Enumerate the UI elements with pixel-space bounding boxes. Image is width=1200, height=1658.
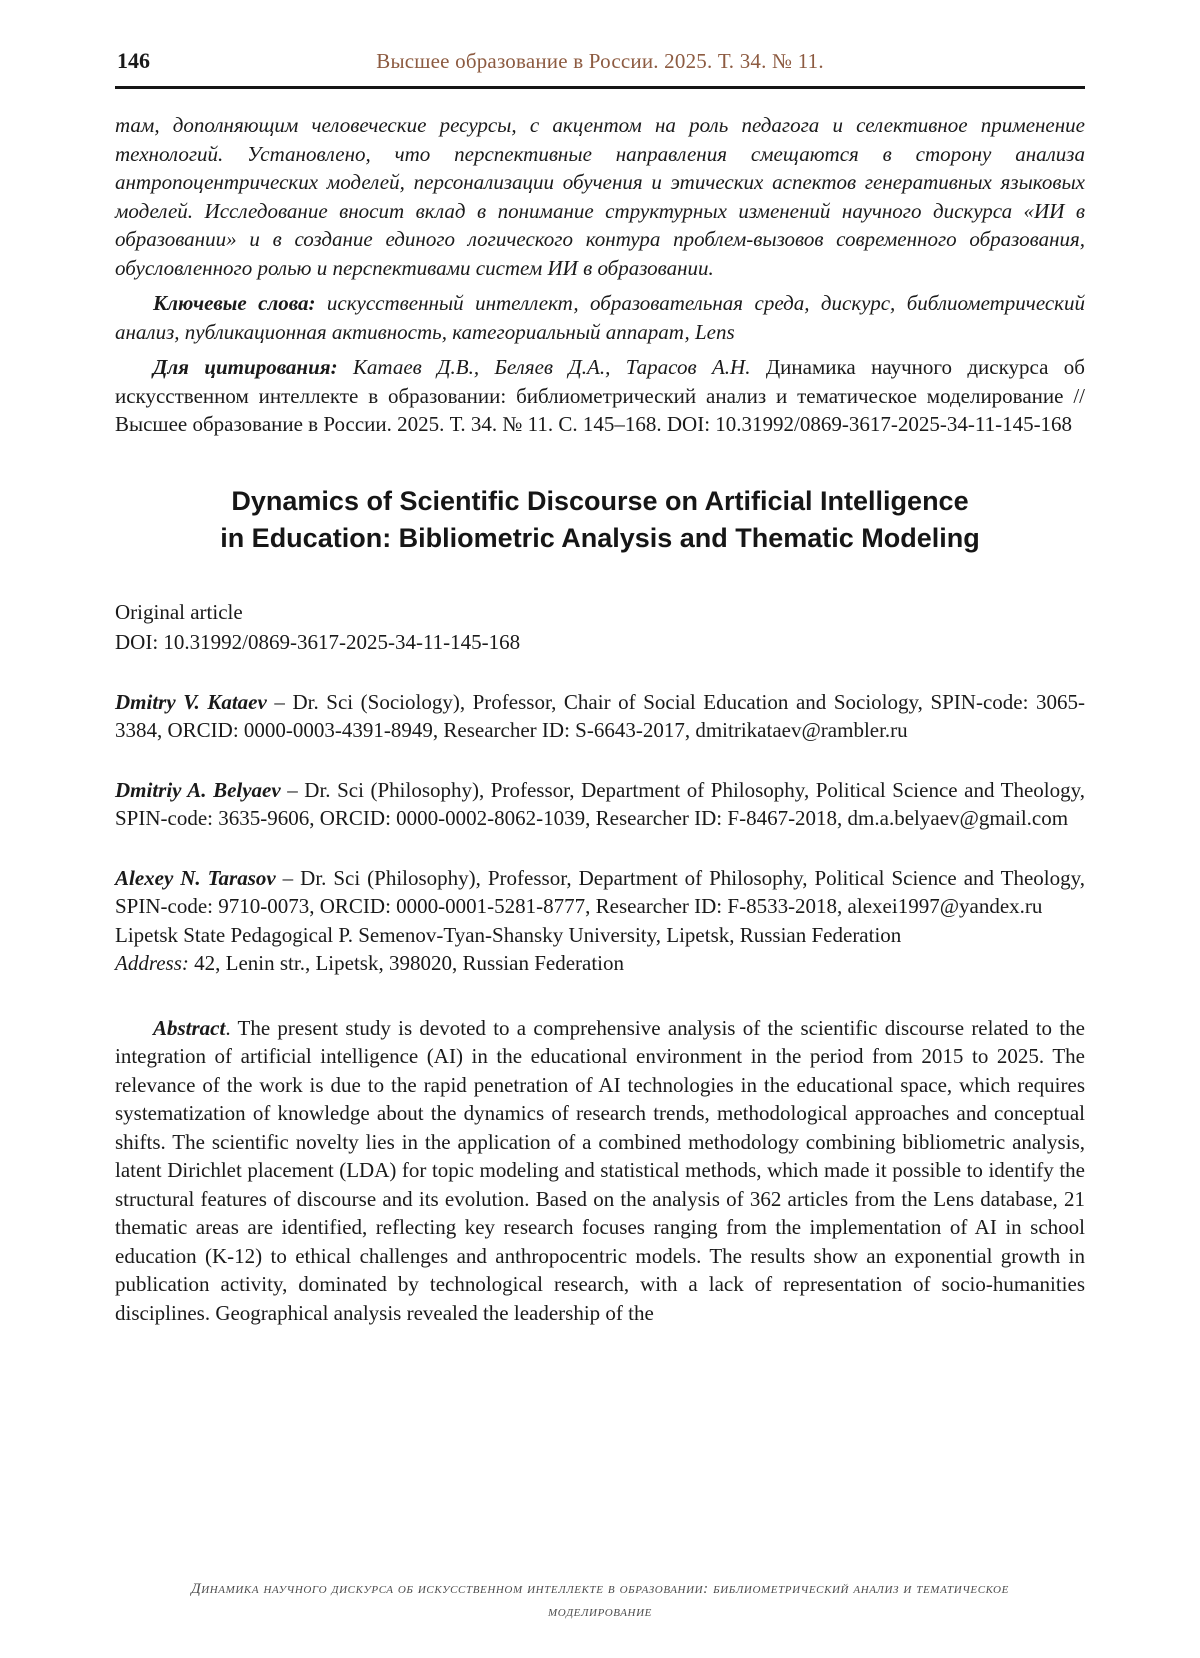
russian-abstract-continuation: там, дополняющим человеческие ресурсы, с акцентом на роль педагога и селективное применение технологий. Установлено, что перспективные направления смещаются в сторону анализа антропоцентрических моделей, персонализации обучения и этических аспектов генеративных языковых моделей. Исследование вносит вклад в понимание структурных изменений научного дискурса «ИИ в образовании» и в создание единого логического контура проблем-вызовов современного образования, обусловленного ролью и перспективами систем ИИ в образовании.	[115, 113, 1085, 280]
author-block-kataev	[115, 688, 1085, 745]
author-name: Dmitriy A. Belyaev	[115, 777, 281, 802]
address-line	[115, 949, 1085, 978]
author-paragraph	[115, 776, 1085, 833]
citation-text: Динамика научного дискурса об искусственном интеллекте в образовании: библиометрический анализ и тематическое моделирование // Высшее образование в России. 2025. Т. 34. № 11. С. 145–168. DOI: 10.31992/0869-3617-2025-34-11-145-168	[115, 355, 1085, 436]
author-info: – Dr. Sci (Philosophy), Professor, Department of Philosophy, Political Science and Theology, SPIN-code: 9710-0073, ORCID: 0000-0001-5281-8777, Researcher ID: F-8533-2018, alexei1997@yandex.ru	[115, 865, 1085, 918]
affiliation-line: Lipetsk State Pedagogical P. Semenov-Tyan-Shansky University, Lipetsk, Russian Federation	[115, 922, 902, 947]
footer-running-title: Динамика научного дискурса об искусственном интеллекте в образовании: библиометрический анализ и тематическое моделирование	[191, 1581, 1009, 1620]
citation-label: Для цитирования:	[153, 355, 353, 379]
article-meta	[115, 597, 1085, 657]
article-doi: DOI: 10.31992/0869-3617-2025-34-11-145-168	[115, 629, 521, 654]
author-info: – Dr. Sci (Sociology), Professor, Chair of Social Education and Sociology, SPIN-code: 3065-3384, ORCID: 0000-0003-4391-8949, Researcher ID: S-6643-2017, dmitrikataev@rambler.ru	[115, 689, 1085, 742]
article-title: Dynamics of Scientific Discourse on Artificial Intelligence in Education: Bibliometric Analysis and Thematic Modeling	[220, 485, 980, 553]
citation-authors: Катаев Д.В., Беляев Д.А., Тарасов А.Н.	[352, 355, 766, 379]
author-block-belyaev	[115, 776, 1085, 833]
author-info: – Dr. Sci (Philosophy), Professor, Department of Philosophy, Political Science and Theology, SPIN-code: 3635-9606, ORCID: 0000-0002-8062-1039, Researcher ID: F-8467-2018, dm.a.belyaev@gmail.com	[115, 777, 1085, 830]
keywords-label: Ключевые слова:	[153, 291, 327, 315]
author-paragraph	[115, 864, 1085, 921]
author-name: Alexey N. Tarasov	[115, 865, 276, 890]
abstract-label: Abstract	[153, 1015, 226, 1040]
author-block-tarasov	[115, 864, 1085, 978]
article-type: Original article	[115, 599, 243, 624]
keywords-paragraph	[115, 289, 1085, 346]
author-name: Dmitry V. Kataev	[115, 689, 267, 714]
keywords-text: искусственный интеллект, образовательная среда, дискурс, библиометрический анализ, публикационная активность, категориальный аппарат, Lens	[115, 291, 1086, 344]
page-header	[115, 46, 1085, 76]
page-number: 146	[117, 48, 150, 73]
abstract-text: . The present study is devoted to a comprehensive analysis of the scientific discourse related to the integration of artificial intelligence (AI) in the educational environment in the period from 2015 to 2025. The relevance of the work is due to the rapid penetration of AI technologies in the educational space, which requires systematization of knowledge about the dynamics of research trends, methodological approaches and conceptual shifts. The scientific novelty lies in the application of a combined methodology combining bibliometric analysis, latent Dirichlet placement (LDA) for topic modeling and statistical methods, which made it possible to identify the structural features of discourse and its evolution. Based on the analysis of 362 articles from the Lens database, 21 thematic areas are identified, reflecting key research focuses ranging from the implementation of AI in school education (K-12) to ethical challenges and anthropocentric models. The results show an exponential growth in publication activity, dominated by technological research, with a lack of representation of socio-humanities disciplines. Geographical analysis revealed the leadership of the	[115, 1015, 1085, 1325]
address-label: Address:	[115, 951, 195, 975]
address-text: 42, Lenin str., Lipetsk, 398020, Russian Federation	[194, 951, 625, 975]
abstract-paragraph	[115, 1014, 1085, 1328]
journal-running-title: Высшее образование в России. 2025. Т. 34. № 11.	[376, 49, 824, 73]
author-paragraph	[115, 688, 1085, 745]
header-rule	[115, 86, 1085, 89]
citation-paragraph	[115, 353, 1085, 439]
